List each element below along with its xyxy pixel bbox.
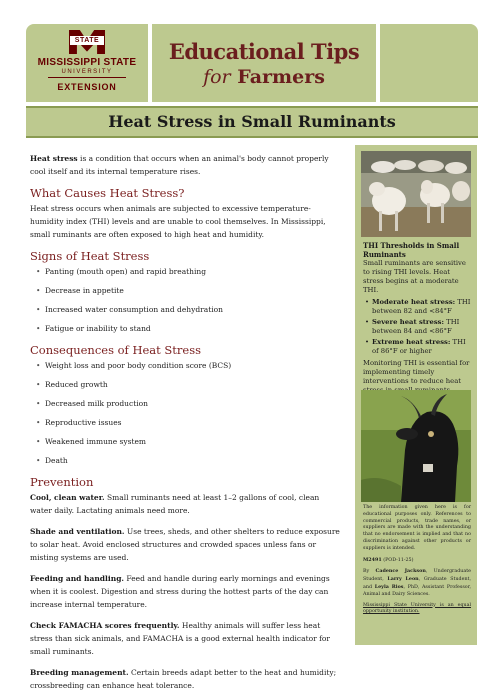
prevention-item bbox=[30, 619, 342, 658]
series-title-farmers: Farmers bbox=[237, 66, 325, 88]
list-item bbox=[365, 318, 471, 336]
logo-extension-label: EXTENSION bbox=[57, 82, 117, 92]
prevention-text: Small ruminants need at least 1–2 gallons of cool, clean water daily. Lactating animals need more. bbox=[30, 493, 320, 515]
prevention-heading: Prevention bbox=[30, 475, 94, 489]
causes-heading: What Causes Heat Stress? bbox=[30, 186, 185, 200]
intro-term: Heat stress bbox=[30, 154, 78, 163]
prevention-lead: Feeding and handling. bbox=[30, 574, 125, 583]
msu-extension-logo bbox=[26, 24, 148, 102]
equal-opportunity-statement: Mississippi State University is an equal opportunity institution. bbox=[363, 602, 471, 615]
author-name: Leyla Rios bbox=[374, 583, 404, 590]
author-role: , Undergraduate Student, bbox=[363, 569, 471, 583]
causes-paragraph: Heat stress occurs when animals are subjected to excessive temperature-humidity index (THI) levels and are unable to cool themselves. In Mississippi, small ruminants are often exposed to high heat and humidity. bbox=[30, 204, 326, 239]
prevention-item bbox=[30, 491, 342, 517]
list-item bbox=[365, 298, 471, 316]
logo-divider bbox=[48, 77, 126, 78]
threshold-text: THI of 86°F or higher bbox=[372, 338, 466, 355]
page-title: Heat Stress in Small Ruminants bbox=[108, 112, 396, 131]
thi-monitoring: Monitoring THI is essential for implementing timely interventions to reduce heat bbox=[363, 359, 470, 385]
series-title-box bbox=[152, 24, 376, 102]
signs-list bbox=[36, 265, 342, 335]
list-item: • Reproductive issues bbox=[36, 416, 342, 429]
disclaimer-text: The information given here is for educational purposes only. References to commercial products, trade names, or suppliers are made with the understanding that no endorsement is implied and that no discrimination against other products or suppliers is intended. bbox=[363, 505, 471, 551]
author-role: , Graduate Student, and bbox=[363, 577, 471, 590]
series-title-for: for bbox=[203, 66, 231, 88]
list-item: • Increased water consumption and dehydration bbox=[36, 303, 342, 316]
prevention-text: Use trees, sheds, and other shelters to reduce exposure to solar heat. Avoid enclosed structures and crowded spaces unless fans or misting systems are used. bbox=[30, 527, 340, 562]
signs-heading: Signs of Heat Stress bbox=[30, 249, 150, 263]
thi-intro: Small ruminants are sensitive to rising THI levels. Heat stress begins at a moderate THI. bbox=[363, 259, 466, 294]
logo-badge: STATE bbox=[70, 36, 104, 45]
disclaimer-box bbox=[363, 505, 471, 620]
prevention-lead: Breeding management. bbox=[30, 668, 129, 677]
author-role: , PhD, Assistant Professor, Animal and Dairy Sciences. bbox=[363, 584, 471, 597]
publication-number bbox=[363, 557, 471, 565]
prevention-text: Feed and handle during early mornings and evenings when it is coolest. Digestion and stress during the hottest parts of the day can increase internal temperature. bbox=[30, 574, 330, 609]
logo-university-name: MISSISSIPPI STATE bbox=[37, 57, 137, 68]
threshold-text: THI between 82 and <84°F bbox=[372, 298, 471, 315]
threshold-lead: Severe heat stress: bbox=[372, 318, 444, 326]
prevention-lead: Shade and ventilation. bbox=[30, 527, 125, 536]
threshold-text: THI between 84 and <86°F bbox=[372, 318, 460, 335]
threshold-lead: Moderate heat stress: bbox=[372, 298, 456, 306]
header bbox=[26, 24, 478, 102]
series-title-line2 bbox=[152, 66, 376, 88]
thi-thresholds-list bbox=[365, 298, 471, 356]
authors-by: By bbox=[363, 569, 376, 575]
header-corner-panel bbox=[380, 24, 478, 102]
thi-title: THI Thresholds in Small Ruminants bbox=[363, 241, 460, 259]
list-item: • Decreased milk production bbox=[36, 397, 342, 410]
prevention-item bbox=[30, 572, 342, 611]
list-item: • Death bbox=[36, 454, 342, 467]
author-name: Larry Leon bbox=[387, 576, 419, 583]
list-item: • Weight loss and poor body condition score (BCS) bbox=[36, 359, 342, 372]
black-goat-photo bbox=[361, 390, 471, 502]
intro-paragraph bbox=[30, 152, 342, 178]
list-item: • Panting (mouth open) and rapid breathing bbox=[36, 265, 342, 278]
prevention-item bbox=[30, 525, 342, 564]
prevention-lead: Cool, clean water. bbox=[30, 493, 105, 502]
authors bbox=[363, 568, 471, 598]
threshold-lead: Extreme heat stress: bbox=[372, 338, 451, 346]
sidebar bbox=[355, 145, 477, 645]
main-column bbox=[30, 152, 342, 700]
intro-text: is a condition that occurs when an animal's body cannot properly cool itself and its internal temperature rises. bbox=[30, 154, 329, 176]
consequences-list bbox=[36, 359, 342, 467]
consequences-heading: Consequences of Heat Stress bbox=[30, 343, 202, 357]
list-item bbox=[365, 338, 471, 356]
logo-university-label: UNIVERSITY bbox=[61, 69, 113, 75]
thi-box bbox=[363, 241, 471, 395]
list-item: • Weakened immune system bbox=[36, 435, 342, 448]
goat-herd-photo bbox=[361, 151, 471, 237]
list-item: • Decrease in appetite bbox=[36, 284, 342, 297]
prevention-item bbox=[30, 666, 342, 692]
prevention-text: Certain breeds adapt better to the heat and humidity; crossbreeding can enhance heat tolerance. bbox=[30, 668, 337, 690]
list-item: • Reduced growth bbox=[36, 378, 342, 391]
author-name: Cadence Jackson bbox=[375, 568, 426, 575]
pub-code: (POD-11-25) bbox=[381, 557, 414, 563]
pub-number: M2491 bbox=[363, 556, 382, 563]
prevention-text: Healthy animals will suffer less heat stress than sick animals, and FAMACHA is a good external health indicator for small ruminants. bbox=[30, 621, 330, 656]
series-title-line1: Educational Tips bbox=[168, 39, 360, 64]
prevention-lead: Check FAMACHA scores frequently. bbox=[30, 621, 180, 630]
list-item: • Fatigue or inability to stand bbox=[36, 322, 342, 335]
title-banner bbox=[26, 106, 478, 138]
